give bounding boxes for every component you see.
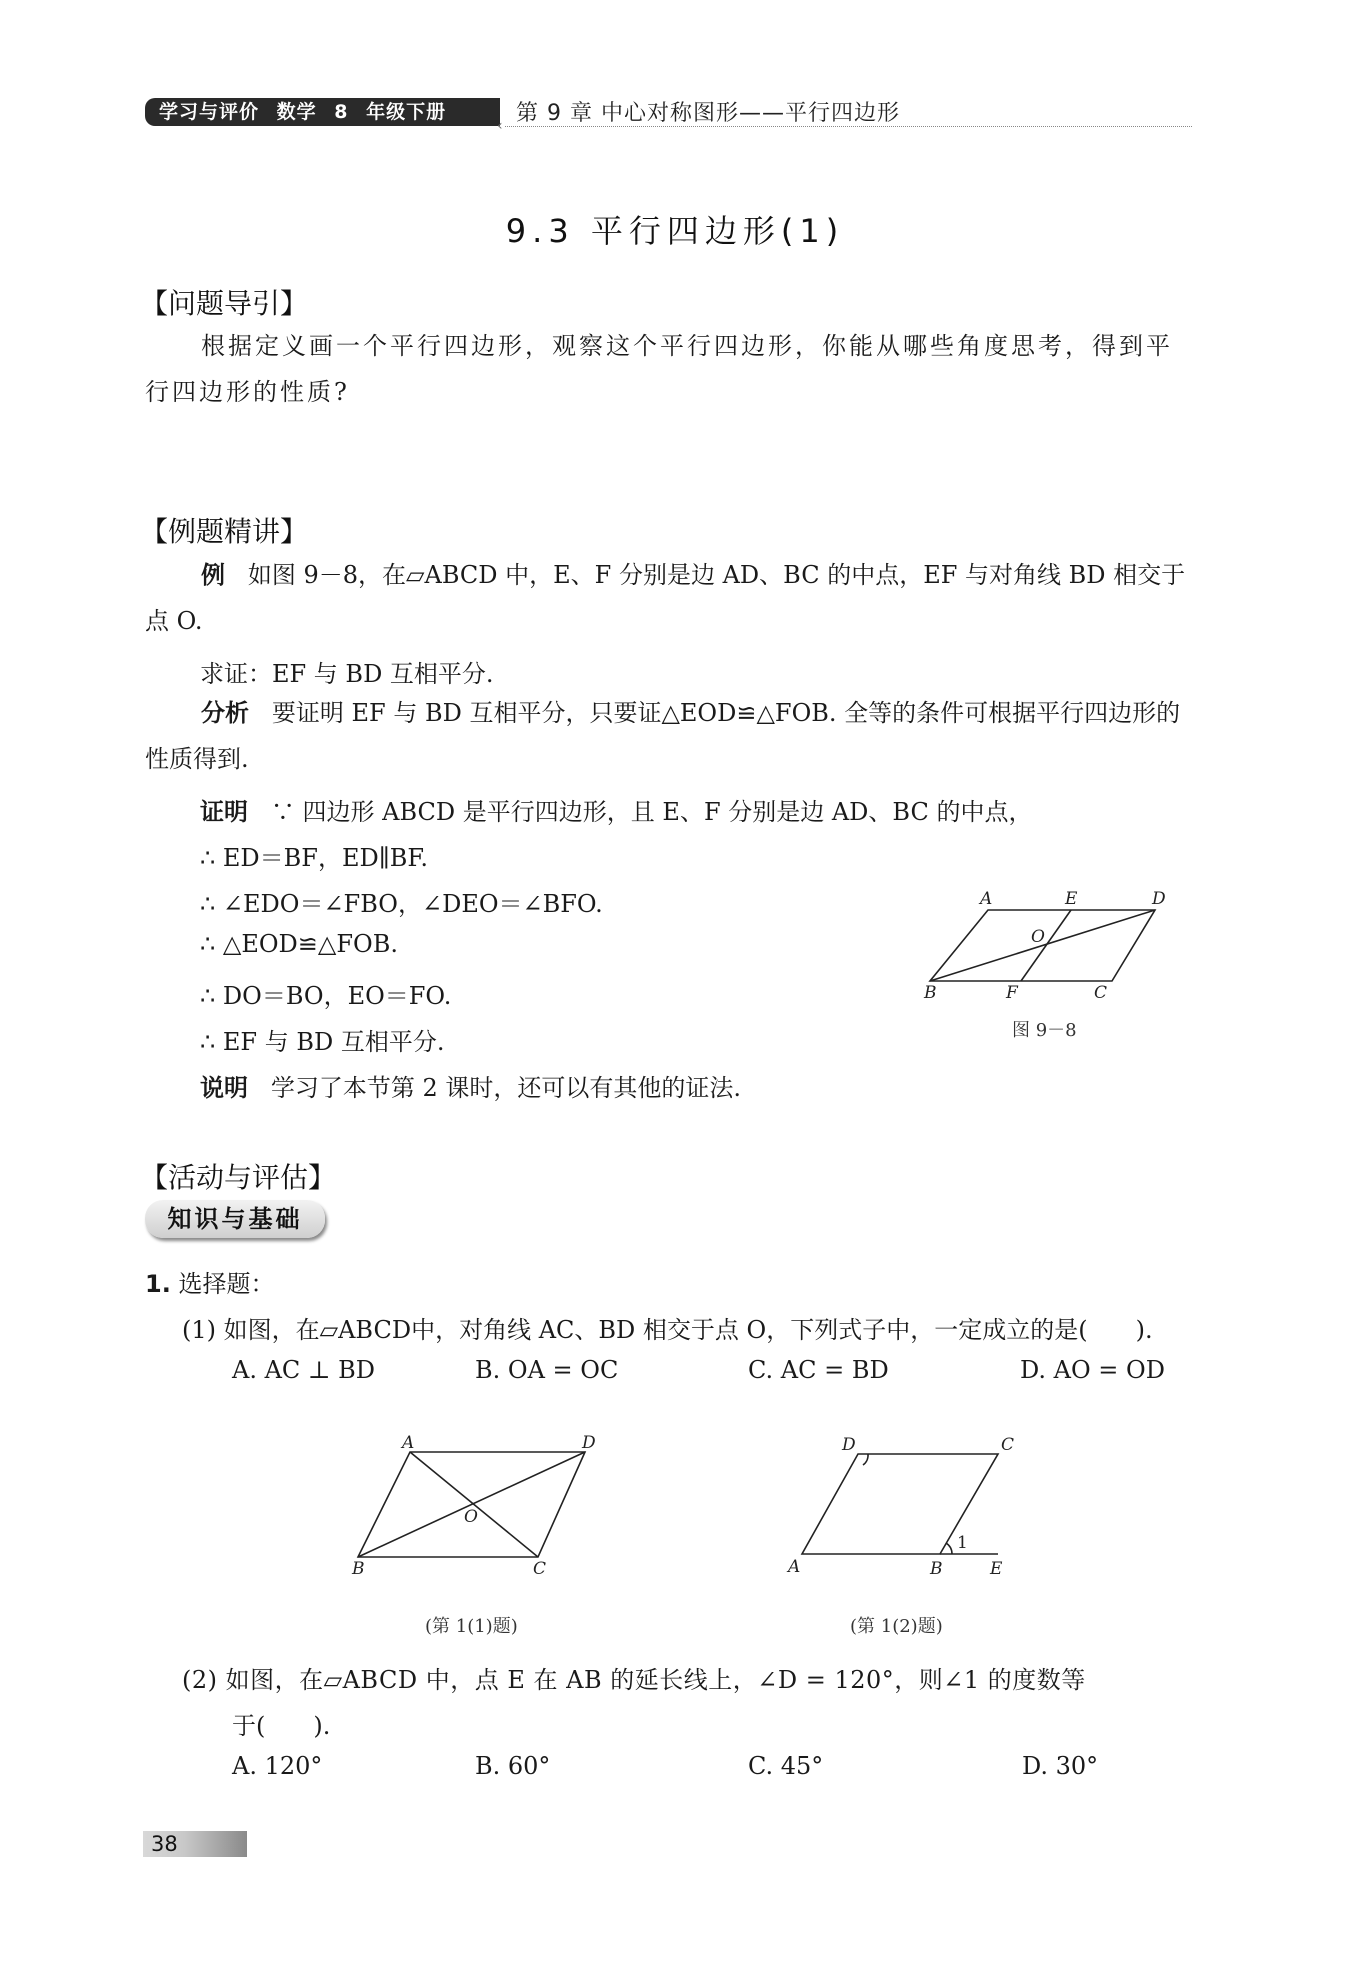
segment-ef xyxy=(1021,910,1071,981)
section-title: 9.3 平行四边形(1) xyxy=(505,212,845,250)
proof-premise: ∵ 四边形 ABCD 是平行四边形，且 E、F 分别是边 AD、BC 的中点， xyxy=(270,798,1033,826)
activity-heading: 【活动与评估】 xyxy=(140,1161,337,1194)
figure-1-2-caption: (第 1(2)题) xyxy=(850,1616,943,1637)
proof-step: ∴ ∠EDO＝∠FBO，∠DEO＝∠BFO. xyxy=(200,890,603,918)
point-label: B xyxy=(352,1559,365,1579)
diagonal-bd xyxy=(358,1452,585,1557)
point-label: E xyxy=(990,1559,1003,1579)
header-arrow-icon: ‹ xyxy=(497,118,503,134)
proof-step: ∴ △EOD≌△FOB. xyxy=(200,930,398,958)
figure-1-1 xyxy=(340,1432,620,1582)
analysis-label: 分析 xyxy=(201,699,249,727)
question-1 xyxy=(145,1264,274,1299)
option-b: B. 60° xyxy=(475,1752,551,1780)
header-series-badge: 学习与评价 数学 8 年级下册 xyxy=(145,98,500,126)
point-label: C xyxy=(533,1559,547,1579)
question-1-text: 选择题： xyxy=(178,1270,275,1298)
point-label: B xyxy=(930,1559,943,1579)
diagonal-ac xyxy=(410,1452,538,1557)
problem-intro-text: 根据定义画一个平行四边形，观察这个平行四边形，你能从哪些角度思考，得到平行四边形的性质? xyxy=(145,332,1173,406)
note-line xyxy=(200,1068,741,1103)
proof-step: ∴ ED＝BF，ED∥BF. xyxy=(200,844,428,872)
point-label: A xyxy=(402,1433,415,1453)
note-text: 学习了本节第 2 课时，还可以有其他的证法. xyxy=(270,1074,742,1102)
example-statement: 如图 9－8，在▱ABCD 中，E、F 分别是边 AD、BC 的中点，EF 与对角线 BD 相交于点 O. xyxy=(145,561,1186,635)
option-c: C. AC = BD xyxy=(748,1356,889,1384)
point-label: A xyxy=(980,889,993,909)
point-label: E xyxy=(1065,889,1078,909)
knowledge-basics-badge: 知识与基础 xyxy=(145,1200,325,1238)
point-label: D xyxy=(1152,889,1166,909)
figure-1-2 xyxy=(780,1432,1040,1582)
question-1-number: 1. xyxy=(145,1270,171,1298)
example-prove: 求证：EF 与 BD 互相平分. xyxy=(200,660,494,688)
point-label: C xyxy=(1001,1435,1015,1455)
option-b: B. OA = OC xyxy=(475,1356,619,1384)
example-label: 例 xyxy=(201,561,225,589)
point-label: B xyxy=(924,983,937,1003)
proof-label: 证明 xyxy=(200,798,248,826)
point-label: O xyxy=(1031,927,1045,947)
figure-9-8-caption: 图 9－8 xyxy=(1012,1020,1077,1041)
angle-1-arc xyxy=(946,1543,952,1554)
header-chapter-title: 第 9 章 中心对称图形——平行四边形 xyxy=(516,101,900,126)
analysis-text: 要证明 EF 与 BD 互相平分，只要证△EOD≌△FOB. 全等的条件可根据平行四边形的性质得到. xyxy=(145,699,1181,773)
proof-step: ∴ EF 与 BD 互相平分. xyxy=(200,1028,445,1056)
option-d: D. AO = OD xyxy=(1020,1356,1165,1384)
header-dotted-rule xyxy=(505,126,1192,127)
question-1-2-stem: (2) 如图，在▱ABCD 中，点 E 在 AB 的延长线上，∠D = 120°，则∠1 的度数等 xyxy=(182,1666,1086,1694)
proof-first-line xyxy=(200,792,1033,827)
parallelogram-abcd xyxy=(802,1454,998,1554)
option-c: C. 45° xyxy=(748,1752,824,1780)
point-label: F xyxy=(1006,983,1018,1003)
page-number: 38 xyxy=(143,1831,247,1857)
example-heading: 【例题精讲】 xyxy=(140,515,309,548)
proof-step: ∴ DO＝BO，EO＝FO. xyxy=(200,982,452,1010)
point-label: O xyxy=(464,1507,478,1527)
option-d: D. 30° xyxy=(1022,1752,1099,1780)
problem-intro-heading: 【问题导引】 xyxy=(140,287,309,320)
point-label: D xyxy=(582,1433,596,1453)
question-1-1-stem: (1) 如图，在▱ABCD中，对角线 AC、BD 相交于点 O，下列式子中，一定成立的是( ). xyxy=(182,1316,1153,1344)
angle-label: 1 xyxy=(957,1533,968,1553)
point-label: C xyxy=(1094,983,1108,1003)
option-a: A. AC ⊥ BD xyxy=(232,1356,375,1384)
example-statement-block xyxy=(145,552,1195,644)
point-label: D xyxy=(842,1435,856,1455)
note-label: 说明 xyxy=(200,1074,248,1102)
example-analysis-block xyxy=(145,690,1195,782)
option-a: A. 120° xyxy=(232,1752,323,1780)
figure-1-1-caption: (第 1(1)题) xyxy=(425,1616,518,1637)
question-1-2-stem-cont: 于( ). xyxy=(232,1712,331,1740)
point-label: A xyxy=(788,1557,801,1577)
angle-d-arc xyxy=(863,1454,868,1465)
